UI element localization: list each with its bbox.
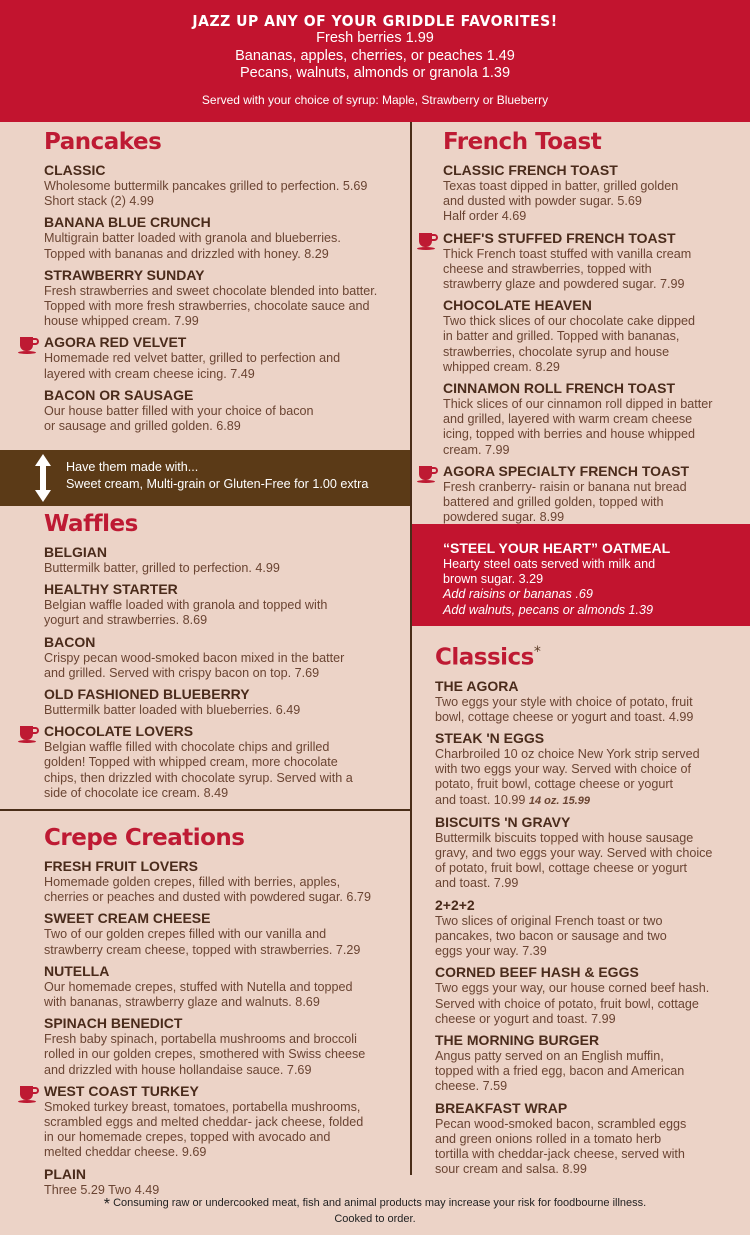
menu-item — [44, 334, 410, 381]
section-title — [443, 128, 748, 156]
menu-item-name: STEAK 'N EGGS — [435, 730, 545, 747]
menu-item-description — [435, 914, 748, 960]
menu-item-name: BANANA BLUE CRUNCH — [44, 214, 211, 231]
section-title-text: Waffles — [44, 511, 138, 537]
menu-item-description — [44, 1100, 410, 1161]
menu-item-extra-price: 14 oz. 15.99 — [528, 794, 590, 807]
footer-line-2: Cooked to order. — [334, 1213, 416, 1225]
menu-item-description-text: Angus patty served on an English muffin, topped with a fried egg, bacon and American cheese. 7.59 — [435, 1048, 685, 1094]
menu-item-description-text: Three 5.29 Two 4.49 — [44, 1182, 160, 1197]
toppings-banner — [0, 0, 750, 122]
section-title-text: Classics — [435, 644, 534, 671]
crepes-section — [44, 824, 410, 1203]
menu-item-description — [44, 740, 410, 801]
topping-line: Pecans, walnuts, almonds or granola 1.39 — [239, 65, 511, 81]
menu-item-name: BACON — [44, 633, 96, 650]
menu-item-name: 2+2+2 — [435, 896, 475, 913]
menu-item-description — [44, 404, 410, 434]
menu-item-description-text: Thick French toast stuffed with vanilla cream cheese and strawberries, topped with strawberry glaze and powdered sugar. 7.99 — [443, 246, 692, 292]
oatmeal-box — [412, 524, 750, 626]
menu-item-description-text: Fresh strawberries and sweet chocolate blended into batter. Topped with more fresh strawberries, chocolate sauce and house whipped cream. 7.99 — [44, 283, 378, 329]
waffles-section — [44, 510, 410, 806]
menu-item — [443, 297, 748, 375]
menu-item-description-text: Two of our golden crepes filled with our vanilla and strawberry cream cheese, topped with strawberries. 7.29 — [44, 927, 361, 957]
menu-item-name: STRAWBERRY SUNDAY — [44, 266, 205, 283]
column-divider — [410, 122, 412, 1175]
section-title-text: Pancakes — [44, 129, 162, 155]
menu-item-description-text: Two slices of original French toast or two pancakes, two bacon or sausage and two eggs your way. 7.39 — [435, 913, 667, 959]
banner-heading: JAZZ UP ANY OF YOUR GRIDDLE FAVORITES! — [192, 13, 558, 31]
menu-item-description — [44, 875, 410, 905]
menu-item-description-text: Smoked turkey breast, tomatoes, portabella mushrooms, scrambled eggs and melted cheddar- jack cheese, folded in our homemade crepes, topped with avocado and melted cheddar cheese. 9.69 — [44, 1099, 364, 1160]
menu-item-description-text: Fresh cranberry- raisin or banana nut bread battered and grilled golden, topped with powdered sugar. 8.99 — [443, 479, 687, 525]
menu-item — [435, 1100, 748, 1178]
menu-item-description — [44, 598, 410, 628]
oatmeal-desc: brown sugar. 3.29 — [443, 572, 544, 587]
double-arrow-icon — [34, 454, 52, 502]
menu-item — [435, 1032, 748, 1095]
menu-item-description-text: Our house batter filled with your choice of bacon or sausage and grilled golden. 6.89 — [44, 403, 314, 434]
menu-item-description — [44, 561, 410, 576]
menu-item-description — [443, 314, 748, 375]
section-title — [44, 510, 410, 538]
menu-item-description-text: Homemade red velvet batter, grilled to perfection and layered with cream cheese icing. 7.49 — [44, 351, 341, 381]
menu-item-name: CHOCOLATE HEAVEN — [443, 297, 592, 314]
coffee-cup-icon — [17, 723, 39, 743]
menu-item-description — [435, 1117, 748, 1178]
menu-item-description — [443, 480, 748, 526]
menu-item-description — [44, 179, 410, 209]
menu-item-description-text: Homemade golden crepes, filled with berries, apples, cherries or peaches and dusted with powdered sugar. 6.79 — [44, 875, 371, 905]
menu-item-description-text: Wholesome buttermilk pancakes grilled to perfection. 5.69 Short stack (2) 4.99 — [44, 179, 368, 209]
footer-line-1: Consuming raw or undercooked meat, fish and animal products may increase your risk for foodbourne illness. — [113, 1197, 647, 1209]
menu-item — [435, 897, 748, 960]
section-title — [435, 638, 748, 672]
band-line-2: Sweet cream, Multi-grain or Gluten-Free for 1.00 extra — [66, 477, 369, 491]
menu-item-name: CINNAMON ROLL FRENCH TOAST — [443, 380, 676, 397]
menu-item — [44, 1015, 410, 1078]
menu-item — [443, 230, 748, 293]
oatmeal-addon: Add walnuts, pecans or almonds 1.39 — [443, 602, 654, 617]
classics-section — [435, 638, 748, 1182]
menu-item-description-text: Buttermilk batter loaded with blueberries. 6.49 — [44, 703, 301, 718]
menu-item-description — [44, 231, 410, 261]
menu-item-description — [44, 927, 410, 957]
menu-item-name: PLAIN — [44, 1165, 86, 1182]
menu-item — [44, 1083, 410, 1161]
topping-line: Fresh berries 1.99 — [316, 30, 434, 46]
menu-item-description-text: Thick slices of our cinnamon roll dipped in batter and grilled, layered with warm cream cheese icing, topped with berries and house whipped cream. 7.99 — [443, 397, 713, 457]
menu-item-name: CHEF'S STUFFED FRENCH TOAST — [443, 229, 676, 246]
menu-item-description — [44, 351, 410, 381]
menu-item — [44, 858, 410, 905]
menu-item — [44, 634, 410, 681]
menu-item — [443, 162, 748, 225]
coffee-cup-icon — [17, 1083, 39, 1103]
menu-item-description — [435, 831, 748, 892]
menu-item — [44, 723, 410, 801]
menu-item-description-text: Pecan wood-smoked bacon, scrambled eggs and green onions rolled in a tomato herb tortilla with cheddar-jack cheese, served with sour cream and salsa. 8.99 — [435, 1116, 687, 1177]
menu-item-name: THE MORNING BURGER — [435, 1031, 600, 1048]
menu-item-name: AGORA SPECIALTY FRENCH TOAST — [443, 462, 690, 479]
menu-item — [435, 964, 748, 1027]
menu-item-description — [44, 703, 410, 718]
menu-item-description-text: Buttermilk batter, grilled to perfection. 4.99 — [44, 561, 280, 575]
menu-item-name: CLASSIC FRENCH TOAST — [443, 162, 618, 178]
menu-item-description-text: Belgian waffle loaded with granola and topped with yogurt and strawberries. 8.69 — [44, 598, 328, 628]
menu-item — [443, 380, 748, 458]
menu-item — [435, 814, 748, 892]
menu-item-description — [435, 981, 748, 1027]
menu-item — [44, 267, 410, 330]
menu-item-name: BREAKFAST WRAP — [435, 1099, 568, 1116]
section-divider — [0, 809, 410, 811]
menu-item-description — [44, 284, 410, 330]
coffee-cup-icon — [416, 230, 438, 250]
footer-disclaimer — [0, 1196, 750, 1226]
menu-item-description-text: Belgian waffle filled with chocolate chips and grilled golden! Topped with whipped cream, more chocolate chips, then drizzled with chocolate syrup. Served with a side of chocolate ice cream. 8.49 — [44, 740, 353, 800]
oatmeal-name: “STEEL YOUR HEART” OATMEAL — [443, 540, 671, 556]
oatmeal-desc: Hearty steel oats served with milk and — [443, 557, 656, 571]
menu-item-description-text: Fresh baby spinach, portabella mushrooms and broccoli rolled in our golden crepes, smothered with Swiss cheese and drizzled with house hollandaise sauce. 7.69 — [44, 1032, 366, 1077]
pancakes-section — [44, 128, 410, 439]
menu-item — [44, 581, 410, 628]
syrup-note: Served with your choice of syrup: Maple, Strawberry or Blueberry — [201, 92, 549, 107]
menu-item — [44, 387, 410, 434]
menu-item — [44, 544, 410, 576]
menu-item-description-text: Our homemade crepes, stuffed with Nutella and topped with bananas, strawberry glaze and walnuts. 8.69 — [44, 979, 353, 1010]
menu-item-name: AGORA RED VELVET — [44, 334, 187, 351]
menu-item-description-text: Two eggs your style with choice of potato, fruit bowl, cottage cheese or yogurt and toast. 4.99 — [435, 694, 694, 724]
menu-item — [443, 463, 748, 526]
menu-item-description — [435, 747, 748, 809]
menu-item — [44, 910, 410, 957]
section-title — [44, 128, 410, 156]
french-toast-section — [443, 128, 748, 530]
band-line-1: Have them made with... — [66, 460, 199, 474]
menu-item-description-text: Texas toast dipped in batter, grilled golden and dusted with powder sugar. 5.69 Half order 4.69 — [443, 179, 679, 224]
batter-options-band — [0, 450, 410, 506]
section-asterisk: * — [533, 644, 541, 660]
menu-item-description — [435, 1049, 748, 1095]
coffee-cup-icon — [416, 463, 438, 483]
menu-item — [44, 686, 410, 718]
menu-item-name: HEALTHY STARTER — [44, 581, 178, 598]
menu-item-description-text: Crispy pecan wood-smoked bacon mixed in the batter and grilled. Served with crispy bacon on top. 7.69 — [44, 650, 345, 680]
menu-item — [44, 162, 410, 209]
menu-item-description — [435, 695, 748, 725]
menu-item-name: SPINACH BENEDICT — [44, 1015, 183, 1032]
topping-line: Bananas, apples, cherries, or peaches 1.49 — [235, 47, 515, 64]
menu-item — [44, 963, 410, 1010]
section-title-text: French Toast — [443, 129, 602, 155]
menu-item-name: SWEET CREAM CHEESE — [44, 910, 211, 927]
menu-item-description — [443, 247, 748, 293]
menu-item-name: CHOCOLATE LOVERS — [44, 723, 194, 740]
menu-item-name: WEST COAST TURKEY — [44, 1082, 199, 1099]
menu-item-name: FRESH FRUIT LOVERS — [44, 858, 199, 874]
menu-item-name: BISCUITS 'N GRAVY — [435, 813, 571, 830]
menu-item-name: OLD FASHIONED BLUEBERRY — [44, 686, 250, 703]
menu-item-description — [44, 980, 410, 1010]
menu-item-description — [44, 651, 410, 681]
menu-item-description — [443, 179, 748, 225]
menu-item-description-text: Multigrain batter loaded with granola and blueberries. Topped with bananas and drizzled with honey. 8.29 — [44, 231, 341, 261]
menu-item-description-text: Charbroiled 10 oz choice New York strip served with two eggs your way. Served with choice of potato, fruit bowl, cottage cheese or yogurt and toast. 10.99 — [435, 747, 700, 807]
menu-item-name: BACON OR SAUSAGE — [44, 386, 194, 403]
menu-item-description-text: Two thick slices of our chocolate cake dipped in batter and grilled. Topped with bananas, strawberries, chocolate syrup and house whipped cream. 8.29 — [443, 314, 696, 374]
menu-item-description — [443, 397, 748, 458]
menu-item-description-text: Two eggs your way, our house corned beef hash. Served with choice of potato, fruit bowl, cottage cheese or yogurt and toast. 7.99 — [435, 981, 710, 1026]
menu-item-description-text: Buttermilk biscuits topped with house sausage gravy, and two eggs your way. Served with choice of potato, fruit bowl, cottage cheese or yogurt and toast. 7.99 — [435, 830, 713, 891]
menu-item-name: NUTELLA — [44, 962, 110, 979]
menu-item — [44, 214, 410, 261]
menu-item-name: THE AGORA — [435, 677, 519, 694]
oatmeal-addon: Add raisins or bananas .69 — [443, 587, 593, 602]
menu-item — [44, 1166, 410, 1198]
footer-asterisk: * — [103, 1196, 110, 1213]
menu-item-description — [44, 1032, 410, 1078]
menu-item-name: CORNED BEEF HASH & EGGS — [435, 964, 639, 981]
section-title — [44, 824, 410, 852]
menu-item — [435, 678, 748, 725]
menu-item-name: CLASSIC — [44, 162, 106, 178]
menu-item-name: BELGIAN — [44, 544, 107, 560]
coffee-cup-icon — [17, 334, 39, 354]
section-title-text: Crepe Creations — [44, 825, 245, 851]
menu-item — [435, 730, 748, 809]
